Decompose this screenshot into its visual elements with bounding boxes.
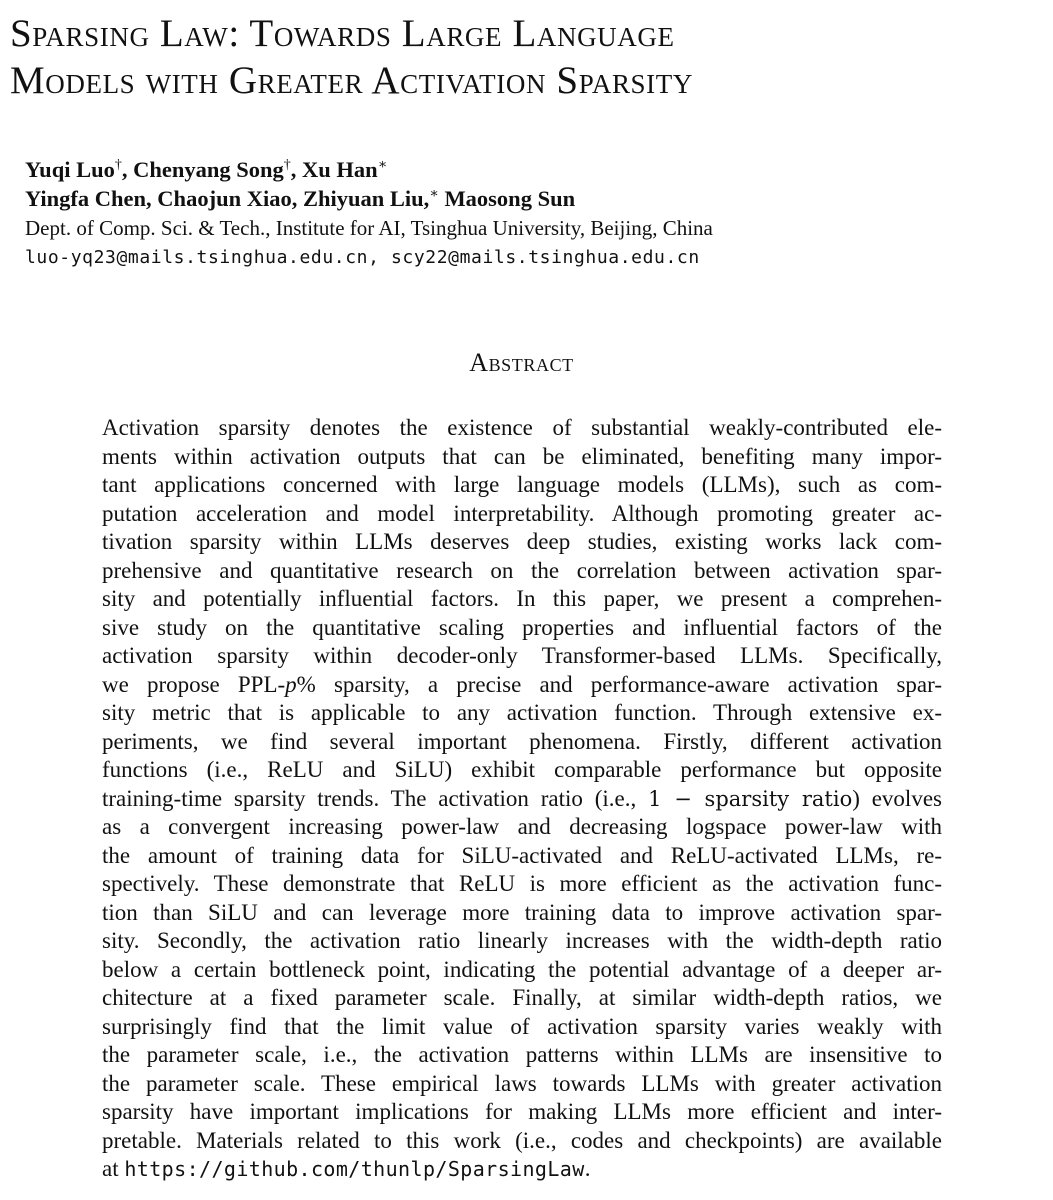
author-emails: luo-yq23@mails.tsinghua.edu.cn, scy22@mails.tsinghua.edu.cn bbox=[25, 247, 700, 268]
author-name: Yuqi Luo bbox=[25, 157, 115, 182]
title-line-1: Sparsing Law: Towards Large Language bbox=[10, 12, 675, 55]
corresponding-author-mark: ∗ bbox=[429, 186, 439, 202]
abstract-line: tion than SiLU and can leverage more training data to improve activation spar- bbox=[102, 899, 942, 925]
abstract-line bbox=[102, 785, 942, 814]
abstract-line: spectively. These demonstrate that ReLU is more efficient as the activation func- bbox=[102, 871, 942, 896]
title-line-2: Models with Greater Activation Sparsity bbox=[10, 59, 693, 102]
abstract-line: the parameter scale, i.e., the activation patterns within LLMs are insensitive to bbox=[102, 1042, 942, 1067]
author-separator: , bbox=[290, 157, 303, 182]
github-link[interactable]: https://github.com/thunlp/SparsingLaw bbox=[124, 1157, 585, 1181]
abstract-line: pretable. Materials related to this work (i.e., codes and checkpoints) are available bbox=[102, 1127, 942, 1153]
author-names: Yingfa Chen, Chaojun Xiao, Zhiyuan Liu, bbox=[25, 186, 430, 211]
affiliation: Dept. of Comp. Sci. & Tech., Institute for AI, Tsinghua University, Beijing, China bbox=[25, 216, 713, 240]
abstract-body bbox=[102, 414, 942, 1184]
abstract-line: periments, we find several important phenomena. Firstly, different activation bbox=[102, 728, 942, 754]
equal-contribution-mark: † bbox=[283, 157, 291, 173]
abstract-text: at bbox=[102, 1156, 125, 1181]
abstract-line: the parameter scale. These empirical laws towards LLMs with greater activation bbox=[102, 1070, 942, 1096]
author-block bbox=[25, 155, 1025, 273]
abstract-text: % sparsity, a precise and performance-aware activation spar- bbox=[296, 671, 942, 697]
abstract-text: training-time sparsity trends. The activation ratio (i.e., bbox=[102, 785, 649, 811]
abstract-line bbox=[102, 671, 942, 700]
abstract-line: below a certain bottleneck point, indicating the potential advantage of a deeper ar- bbox=[102, 956, 942, 982]
author-line-1 bbox=[25, 155, 1025, 184]
abstract-line: Activation sparsity denotes the existence of substantial weakly-contributed ele- bbox=[102, 415, 942, 440]
abstract-line: ments within activation outputs that can be eliminated, benefiting many impor- bbox=[102, 443, 942, 469]
abstract-line: surprisingly find that the limit value of activation sparsity varies weakly with bbox=[102, 1013, 942, 1039]
abstract-line: putation acceleration and model interpretability. Although promoting greater ac- bbox=[102, 500, 942, 526]
abstract-line: sparsity have important implications for making LLMs more efficient and inter- bbox=[102, 1099, 942, 1124]
abstract-line: tivation sparsity within LLMs deserves deep studies, existing works lack com- bbox=[102, 529, 942, 554]
author-separator: , bbox=[121, 157, 134, 182]
abstract-line: as a convergent increasing power-law and decreasing logspace power-law with bbox=[102, 814, 942, 839]
author-name: Chenyang Song bbox=[133, 157, 284, 182]
author-line-2 bbox=[25, 184, 1025, 213]
abstract-line: prehensive and quantitative research on the correlation between activation spar- bbox=[102, 557, 942, 583]
abstract-line: sity. Secondly, the activation ratio linearly increases with the width-depth ratio bbox=[102, 928, 942, 953]
abstract-heading: Abstract bbox=[469, 348, 574, 377]
abstract-text: . bbox=[584, 1156, 591, 1181]
abstract-line: sity and potentially influential factors. In this paper, we present a comprehen- bbox=[102, 586, 942, 611]
math-expression: 1 − sparsity ratio bbox=[648, 786, 853, 811]
author-name: Xu Han bbox=[302, 157, 378, 182]
equal-contribution-mark: † bbox=[114, 157, 122, 173]
abstract-text: we propose PPL- bbox=[102, 671, 286, 697]
abstract-line: functions (i.e., ReLU and SiLU) exhibit comparable performance but opposite bbox=[102, 757, 942, 782]
abstract-line: sity metric that is applicable to any activation function. Through extensive ex- bbox=[102, 700, 942, 725]
abstract-text: ) evolves bbox=[852, 785, 942, 811]
math-variable-p: p bbox=[285, 671, 297, 697]
abstract-line: sive study on the quantitative scaling properties and influential factors of the bbox=[102, 614, 942, 640]
abstract-line bbox=[102, 1155, 942, 1184]
author-name: Maosong Sun bbox=[438, 186, 576, 211]
abstract-line: tant applications concerned with large language models (LLMs), such as com- bbox=[102, 472, 942, 497]
abstract-line: activation sparsity within decoder-only Transformer-based LLMs. Specifically, bbox=[102, 643, 942, 668]
corresponding-author-mark: ∗ bbox=[377, 157, 388, 173]
paper-title bbox=[10, 10, 1040, 104]
abstract-line: the amount of training data for SiLU-activated and ReLU-activated LLMs, re- bbox=[102, 842, 942, 868]
abstract-line: chitecture at a fixed parameter scale. Finally, at similar width-depth ratios, we bbox=[102, 985, 942, 1010]
